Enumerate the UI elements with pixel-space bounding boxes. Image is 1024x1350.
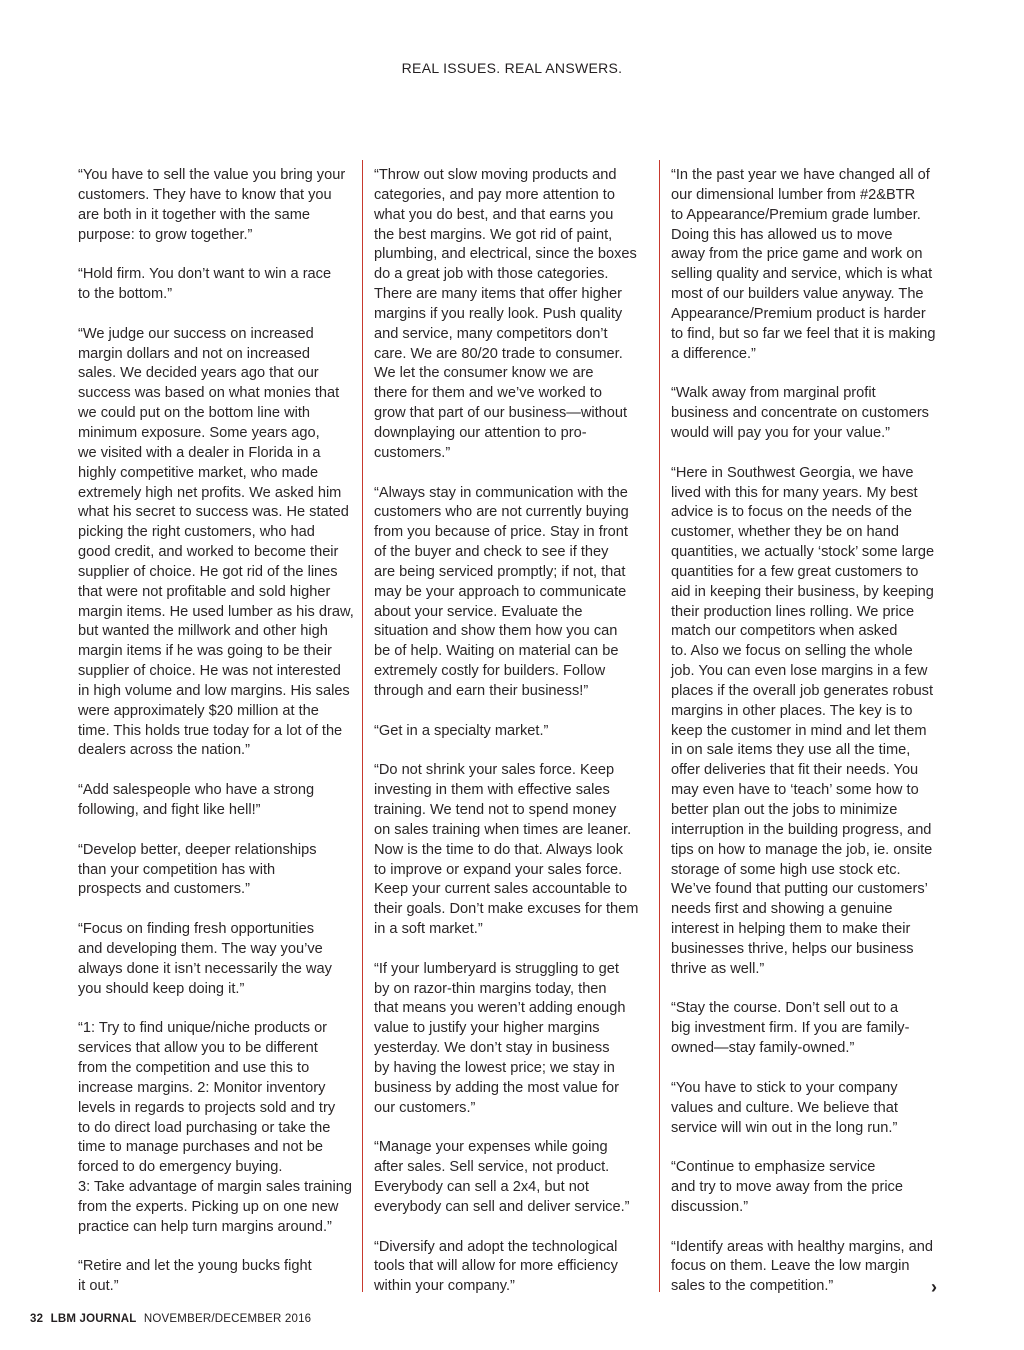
page-header: REAL ISSUES. REAL ANSWERS.	[401, 60, 623, 76]
quote-paragraph: “Identify areas with healthy margins, and focus on them. Leave the low margin sales to the competition.”	[671, 1238, 934, 1295]
quote-paragraph: “In the past year we have changed all of our dimensional lumber from #2&BTR to Appearance/Premium grade lumber. Doing this has allowed us to move away from the price game and work on selling quality and service, which is what most of our builders value anyway. The Appearance/Premium product is harder to find, but so far we feel that it is making a difference.”	[671, 167, 936, 362]
column-divider	[362, 160, 363, 1292]
page-number: 32	[30, 1313, 44, 1325]
quote-paragraph: “Hold firm. You don’t want to win a race to the bottom.”	[78, 266, 332, 303]
quote-paragraph: “Here in Southwest Georgia, we have lived with this for many years. My best advice is to focus on the needs of the customer, whether they be on hand quantities, we actually ‘stock’ some large quantities for a few great customers to aid in keeping their business, by keeping their production lines rolling. We price match our competitors when asked to. Also we focus on selling the whole job. You can even lose margins in a few places if the overall job generates robust margins in other places. The key is to keep the customer in mind and let them in on sale items they use all the time, offer deliveries that fit their needs. You may even have to ‘teach’ some how to better plan out the jobs to minimize interruption in the building progress, and tips on how to manage the job, ie. onsite storage of some high use stock etc. We’ve found that putting our customers’ needs first and showing a genuine interest in helping them to make their businesses thrive, helps our business thrive as well.”	[671, 464, 935, 977]
publication-name: LBM JOURNAL	[50, 1313, 137, 1325]
quote-paragraph: “Walk away from marginal profit business and concentrate on customers would will pay you for your value.”	[671, 385, 929, 441]
quote-paragraph: “Always stay in communication with the customers who are not currently buying from you because of price. Stay in front of the buyer and check to see if they are being serviced promptly; if not, that may be your approach to communicate about your service. Evaluate the situation and show them how you can be of help. Waiting on material can be extremely costly for builders. Follow through and earn their business!”	[374, 484, 629, 699]
next-page-chevron-icon[interactable]: ›	[931, 1277, 937, 1297]
page-footer	[30, 1313, 311, 1325]
quote-paragraph: “Focus on finding fresh opportunities and developing them. The way you’ve always done it isn’t necessarily the way you should keep doing it.”	[78, 921, 332, 997]
quote-paragraph: “Get in a specialty market.”	[374, 722, 549, 739]
quote-paragraph: “Develop better, deeper relationships than your competition has with prospects and customers.”	[78, 841, 317, 898]
quote-paragraph: “If your lumberyard is struggling to get by on razor-thin margins today, then that means you weren’t adding enough value to justify your higher margins yesterday. We don’t stay in business by having the lowest price; we stay in business by adding the most value for our customers.”	[374, 960, 626, 1116]
quote-paragraph: “Do not shrink your sales force. Keep investing in them with effective sales training. We tend not to spend money on sales training when times are leaner. Now is the time to do that. Always look to improve or expand your sales force. Keep your current sales accountable to their goals. Don’t make excuses for them in a soft market.”	[374, 762, 639, 938]
issue-date: NOVEMBER/DECEMBER 2016	[143, 1313, 312, 1325]
quote-paragraph: “1: Try to find unique/niche products or services that allow you to be different from the competition and use this to increase margins. 2: Monitor inventory levels in regards to projects sold and try to do direct load purchasing or take the time to manage purchases and not be forced to do emergency buying. 3: Take advantage of margin sales training from the experts. Picking up on one new practice can help turn margins around.”	[78, 1020, 352, 1235]
quote-paragraph: “Stay the course. Don’t sell out to a big investment firm. If you are family- owned—stay family-owned.”	[671, 1000, 910, 1057]
quote-paragraph: “Add salespeople who have a strong following, and fight like hell!”	[78, 782, 315, 818]
quote-paragraph: “Throw out slow moving products and categories, and pay more attention to what you do best, and that earns you the best margins. We got rid of paint, plumbing, and electrical, since the boxes do a great job with those categories. There are many items that offer higher margins if you really look. Push quality and service, many competitors don’t care. We are 80/20 trade to consumer. We let the consumer know we are there for them and we’ve worked to grow that part of our business—without downplaying our attention to pro- customers.”	[374, 167, 637, 461]
quote-paragraph: “You have to stick to your company values and culture. We believe that service will win out in the long run.”	[671, 1079, 898, 1136]
quote-paragraph: “Diversify and adopt the technological tools that will allow for more efficiency within your company.”	[374, 1238, 618, 1295]
quote-paragraph: “Continue to emphasize service and try to move away from the price discussion.”	[671, 1159, 903, 1215]
quote-paragraph: “We judge our success on increased margin dollars and not on increased sales. We decided years ago that our success was based on what monies that we could put on the bottom line with minimum exposure. Some years ago, we visited with a dealer in Florida in a highly competitive market, who made extremely high net profits. We asked him what his secret to success was. He stated picking the right customers, who had good credit, and worked to become their supplier of choice. He got rid of the lines that were not profitable and sold higher margin items. He used lumber as his draw, but wanted the millwork and other high margin items if he was going to be their supplier of choice. He was not interested in high volume and low margins. His sales were approximately $20 million at the time. This holds true today for a lot of the dealers across the nation.”	[78, 325, 354, 759]
quote-paragraph: “Manage your expenses while going after sales. Sell service, not product. Everybody can sell a 2x4, but not everybody can sell and deliver service.”	[374, 1139, 630, 1215]
text-column-3	[671, 166, 949, 1297]
text-column-2	[374, 166, 652, 1297]
quote-paragraph: “You have to sell the value you bring your customers. They have to know that you are both in it together with the same purpose: to grow together.”	[78, 167, 346, 243]
column-divider	[659, 160, 660, 1292]
text-column-1	[78, 166, 356, 1297]
quote-paragraph: “Retire and let the young bucks fight it out.”	[78, 1258, 312, 1295]
